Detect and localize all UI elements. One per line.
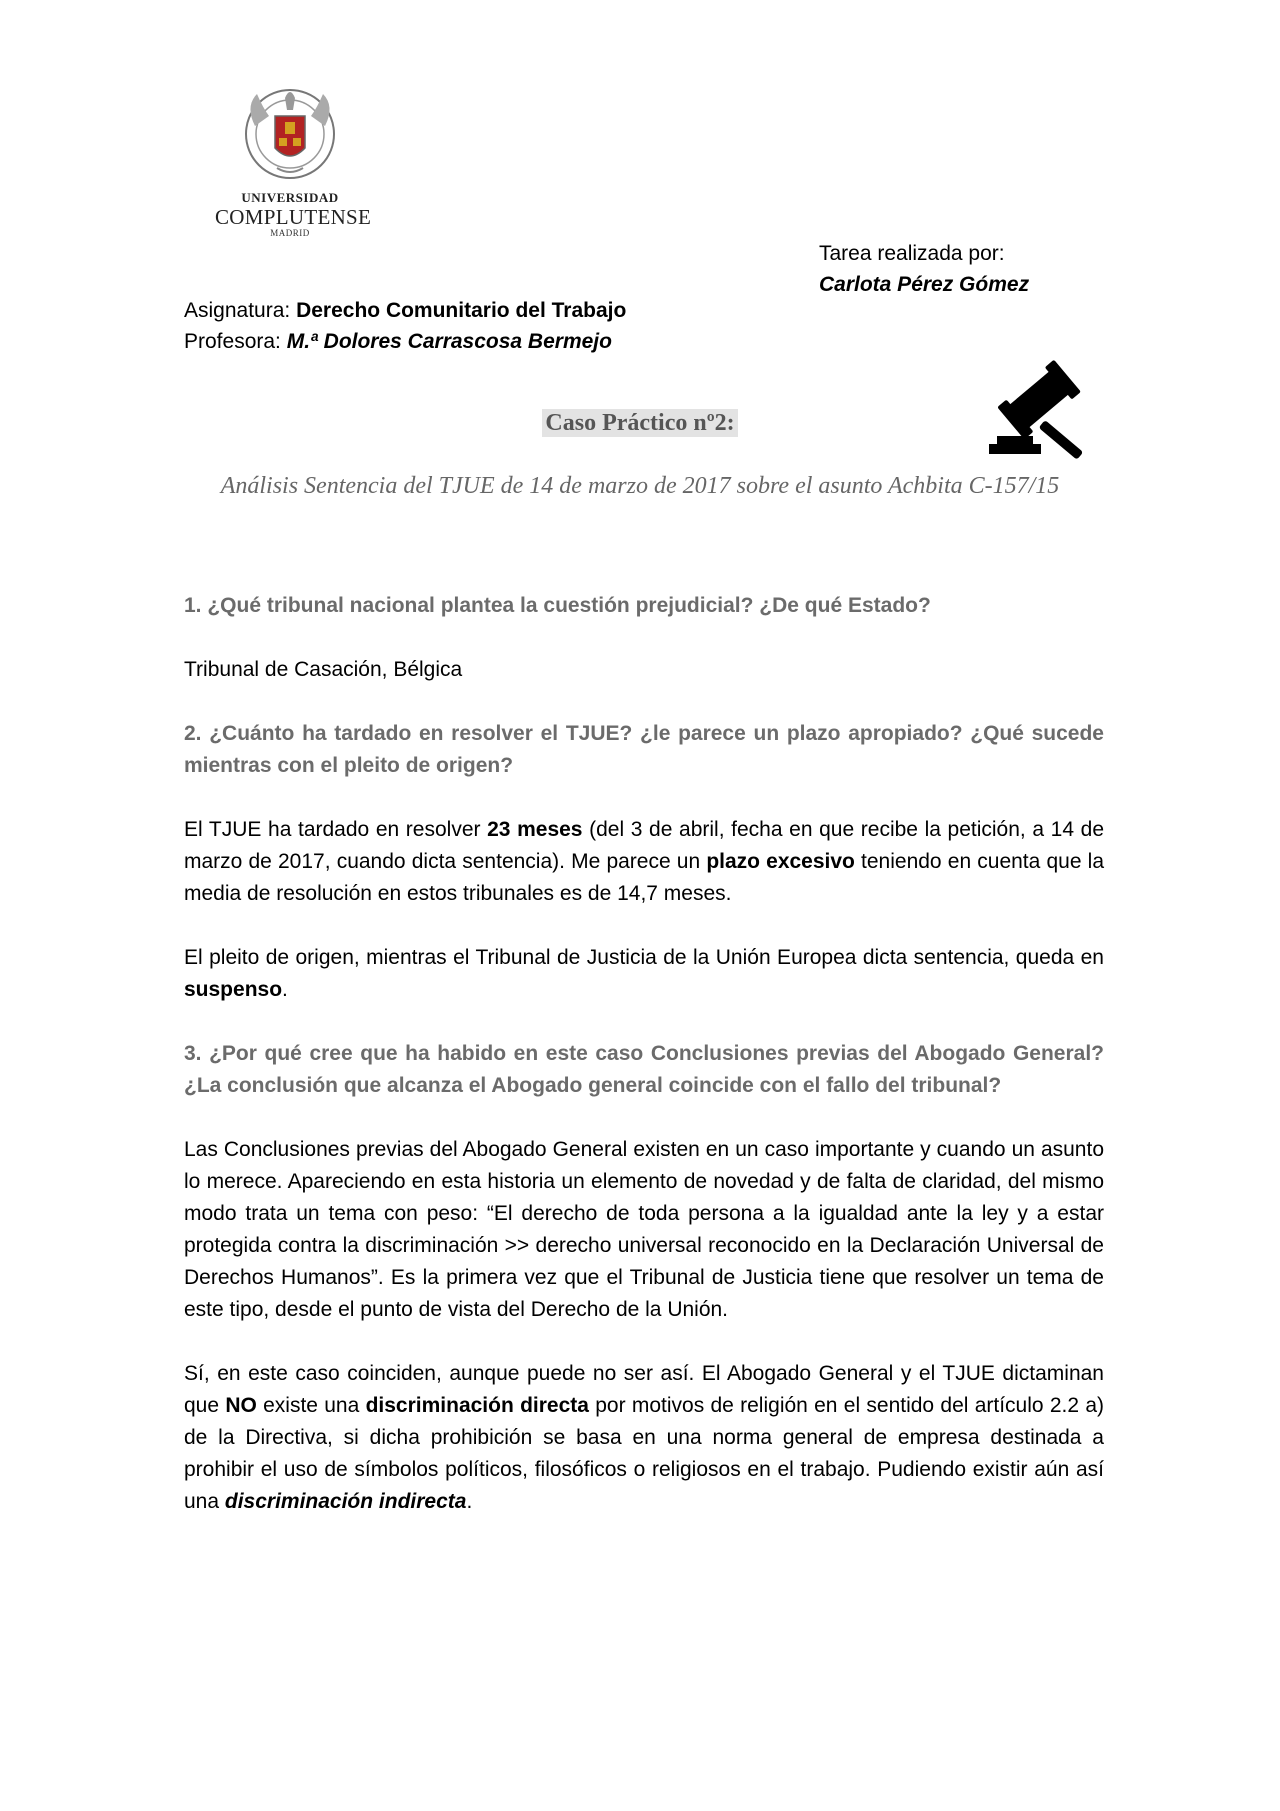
answer-emphasis: plazo excesivo xyxy=(706,850,855,873)
teacher-line xyxy=(184,326,626,357)
answer-text: . xyxy=(466,1490,473,1513)
question-1: 1. ¿Qué tribunal nacional plantea la cuestión prejudicial? ¿De qué Estado? xyxy=(184,594,931,617)
answer-text: existe una xyxy=(256,1394,366,1417)
university-seal-icon xyxy=(235,76,345,186)
answer-emphasis: 23 meses xyxy=(487,818,583,841)
page-subtitle: Análisis Sentencia del TJUE de 14 de marzo de 2017 sobre el asunto Achbita C-157/15 xyxy=(220,473,1060,499)
page-title: Caso Práctico nº2: xyxy=(542,409,737,437)
answer-text: El pleito de origen, mientras el Tribunal de Justicia de la Unión Europea dicta sentencia, queda en xyxy=(184,946,1104,969)
logo-line-2: COMPLUTENSE xyxy=(215,205,372,229)
answer-emphasis: NO xyxy=(225,1394,257,1417)
gavel-icon-wrap xyxy=(985,360,1100,465)
university-logo xyxy=(215,76,372,252)
author-label: Tarea realizada por: xyxy=(819,242,1005,265)
answer-text: . xyxy=(282,978,288,1001)
logo-line-1: UNIVERSIDAD xyxy=(241,190,339,205)
subject-label: Asignatura: xyxy=(184,299,297,322)
teacher-value: M.ª Dolores Carrascosa Bermejo xyxy=(286,330,612,353)
gavel-icon xyxy=(985,360,1100,465)
answer-emphasis-italic: discriminación indirecta xyxy=(224,1490,467,1513)
answer-text: teniendo en cuenta que la media de resolución en estos tribunales es de 14,7 meses. xyxy=(184,850,1105,905)
answer-text: (del 3 de abril, fecha en que recibe la petición, a 14 de marzo de 2017, cuando dicta sentencia). Me parece un xyxy=(184,818,1104,873)
answer-emphasis: suspenso xyxy=(184,978,283,1001)
course-info xyxy=(184,295,626,357)
answer-emphasis: discriminación directa xyxy=(365,1394,589,1417)
author-name: Carlota Pérez Gómez xyxy=(819,273,1030,296)
answer-2-paragraph-2 xyxy=(184,942,1104,1006)
answer-3-paragraph-1: Las Conclusiones previas del Abogado General existen en un caso importante y cuando un asunto lo merece. Apareciendo en esta historia un elemento de novedad y de falta de claridad, del mismo modo trata un tema con peso: “El derecho de toda persona a la igualdad ante la ley y a estar protegida contra la discriminación >> derecho universal reconocido en la Declaración Universal de Derechos Humanos”. Es la primera vez que el Tribunal de Justicia tiene que resolver un tema de este tipo, desde el punto de vista del Derecho de la Unión. xyxy=(184,1138,1104,1321)
logo-line-3: MADRID xyxy=(270,228,310,238)
answer-2-paragraph-1 xyxy=(184,814,1104,910)
answer-1: Tribunal de Casación, Bélgica xyxy=(184,658,463,681)
document-body xyxy=(184,590,1104,1550)
answer-text: por motivos de religión en el sentido del artículo 2.2 a) de la Directiva, si dicha prohibición se basa en una norma general de empresa destinada a prohibir el uso de símbolos políticos, filosóficos o religiosos en el trabajo. Pudiendo existir aún así una xyxy=(184,1394,1104,1513)
author-block xyxy=(819,238,1029,300)
subject-value: Derecho Comunitario del Trabajo xyxy=(296,299,627,322)
subject-line xyxy=(184,295,626,326)
question-3: 3. ¿Por qué cree que ha habido en este caso Conclusiones previas del Abogado General? ¿La conclusión que alcanza el Abogado general coincide con el fallo del tribunal? xyxy=(184,1042,1104,1097)
question-2: 2. ¿Cuánto ha tardado en resolver el TJUE? ¿le parece un plazo apropiado? ¿Qué sucede mientras con el pleito de origen? xyxy=(184,722,1104,777)
answer-text: El TJUE ha tardado en resolver xyxy=(184,818,488,841)
answer-text: Sí, en este caso coinciden, aunque puede no ser así. El Abogado General y el TJUE dictaminan que xyxy=(184,1362,1104,1417)
answer-3-paragraph-2 xyxy=(184,1358,1104,1518)
teacher-label: Profesora: xyxy=(184,330,287,353)
